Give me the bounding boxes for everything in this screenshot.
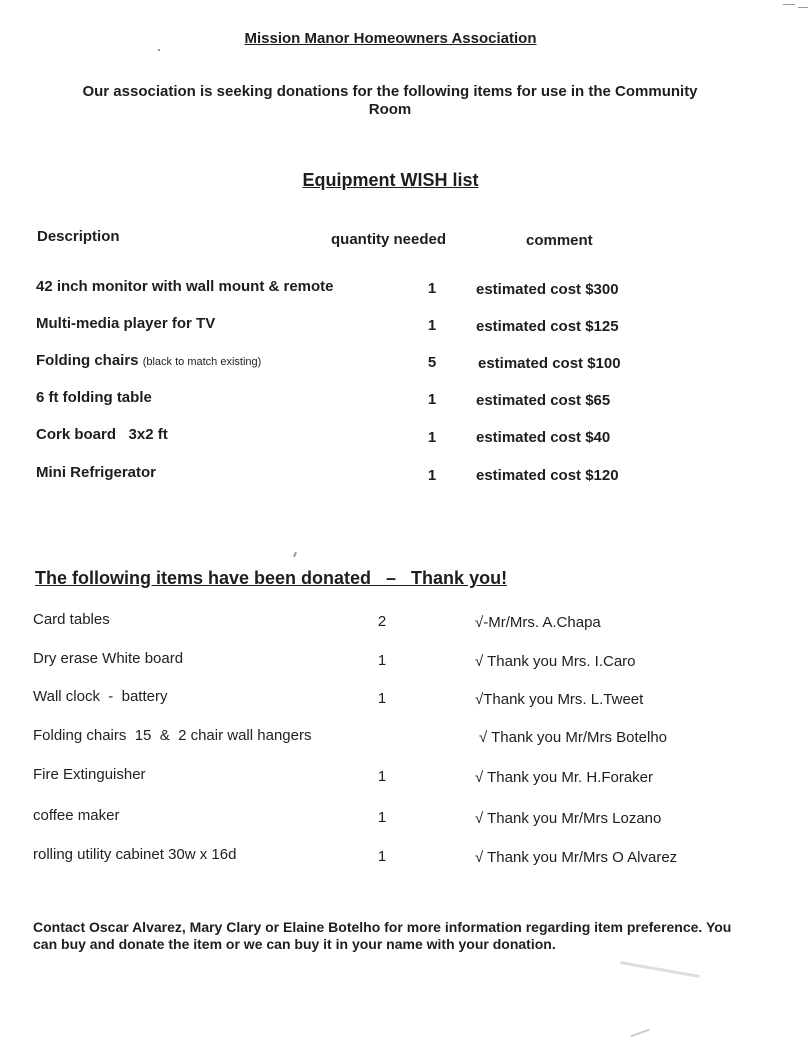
wishlist-item-quantity: 1 — [427, 467, 437, 484]
donated-item-description: Card tables — [33, 611, 110, 628]
scan-speck — [798, 7, 808, 8]
donated-item-description: coffee maker — [33, 807, 120, 824]
wishlist-item-description: 6 ft folding table — [36, 389, 152, 406]
donated-item-thanks: √ Thank you Mrs. I.Caro — [475, 653, 636, 670]
wishlist-item-comment: estimated cost $100 — [478, 355, 621, 372]
scan-speck — [158, 49, 160, 51]
wishlist-item-quantity: 1 — [427, 317, 437, 334]
col-header-quantity: quantity needed — [331, 231, 447, 248]
donated-item-description: Folding chairs 15 & 2 chair wall hangers — [33, 727, 312, 744]
scan-smudge — [620, 961, 699, 978]
col-header-comment: comment — [526, 232, 593, 249]
wishlist-item-note: (black to match existing) — [142, 356, 262, 368]
wishlist-item-quantity: 1 — [427, 280, 437, 297]
wishlist-item-description — [36, 352, 261, 369]
donated-item-thanks: √-Mr/Mrs. A.Chapa — [475, 614, 601, 631]
donated-item-quantity: 1 — [377, 809, 387, 826]
donated-item-thanks: √ Thank you Mr/Mrs O Alvarez — [475, 849, 678, 866]
wishlist-item-comment: estimated cost $120 — [476, 467, 619, 484]
wishlist-item-description: Multi-media player for TV — [36, 315, 216, 332]
donated-item-thanks: √ Thank you Mr/Mrs Botelho — [479, 729, 668, 746]
donated-item-description: rolling utility cabinet 30w x 16d — [33, 846, 237, 863]
donated-item-description: Wall clock - battery — [33, 688, 168, 705]
wishlist-item-quantity: 5 — [427, 354, 437, 371]
scan-speck — [783, 4, 795, 5]
wishlist-item-name: Folding chairs — [36, 352, 143, 369]
wishlist-item-quantity: 1 — [427, 391, 437, 408]
wishlist-item-comment: estimated cost $125 — [476, 318, 619, 335]
wishlist-item-description: Cork board 3x2 ft — [36, 426, 168, 443]
wishlist-item-comment: estimated cost $65 — [476, 392, 611, 409]
donated-title: The following items have been donated – Thank you! — [35, 568, 508, 588]
wishlist-item-comment: estimated cost $40 — [476, 429, 611, 446]
org-title: Mission Manor Homeowners Association — [244, 30, 537, 47]
donated-item-quantity: 1 — [377, 690, 387, 707]
wishlist-item-quantity: 1 — [427, 429, 437, 446]
intro-text: Our association is seeking donations for the following items for use in the Community Room — [82, 83, 698, 118]
donated-item-quantity: 1 — [377, 768, 387, 785]
scan-smudge — [630, 1029, 649, 1038]
donated-item-quantity: 1 — [377, 848, 387, 865]
donated-item-thanks: √Thank you Mrs. L.Tweet — [475, 691, 644, 708]
donated-item-thanks: √ Thank you Mr/Mrs Lozano — [475, 810, 662, 827]
wishlist-title: Equipment WISH list — [302, 170, 479, 190]
donated-item-description: Dry erase White board — [33, 650, 184, 667]
wishlist-item-description: Mini Refrigerator — [36, 464, 157, 481]
donated-item-description: Fire Extinguisher — [33, 766, 146, 783]
wishlist-item-comment: estimated cost $300 — [476, 281, 619, 298]
col-header-description: Description — [37, 228, 120, 245]
donated-item-quantity: 1 — [377, 652, 387, 669]
donated-item-quantity: 2 — [377, 613, 387, 630]
scan-speck — [293, 552, 297, 557]
contact-note: Contact Oscar Alvarez, Mary Clary or Elaine Botelho for more information regarding item preference. You can buy and donate the item or we can buy it in your name with your donation. — [33, 919, 732, 952]
donated-item-thanks: √ Thank you Mr. H.Foraker — [475, 769, 654, 786]
wishlist-item-description: 42 inch monitor with wall mount & remote — [36, 278, 334, 295]
